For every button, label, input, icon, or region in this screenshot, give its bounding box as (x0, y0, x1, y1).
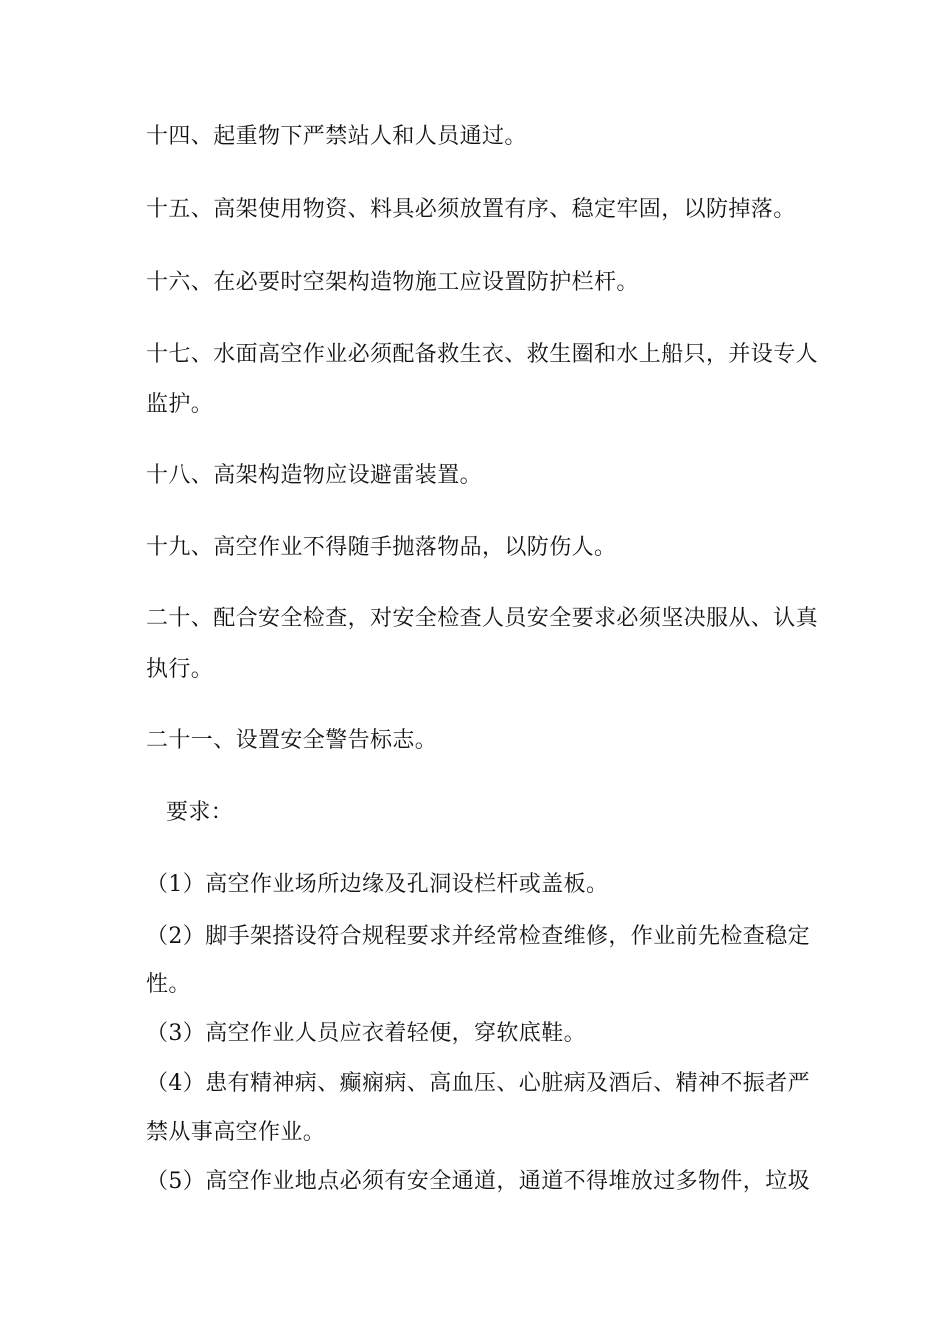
rule-21: 二十一、设置安全警告标志。 (146, 728, 438, 753)
rule-20-line-1: 二十、配合安全检查，对安全检查人员安全要求必须坚决服从、认真 (146, 606, 819, 631)
requirement-2-line-1: （2）脚手架搭设符合规程要求并经常检查维修，作业前先检查稳定 (146, 924, 810, 949)
requirement-3: （3）高空作业人员应衣着轻便，穿软底鞋。 (146, 1021, 586, 1046)
rule-18: 十八、高架构造物应设避雷装置。 (146, 463, 483, 488)
rule-14: 十四、起重物下严禁站人和人员通过。 (146, 124, 527, 149)
rule-15: 十五、高架使用物资、料具必须放置有序、稳定牢固，以防掉落。 (146, 197, 796, 222)
rule-19: 十九、高空作业不得随手抛落物品，以防伤人。 (146, 535, 617, 560)
rule-17-line-1: 十七、水面高空作业必须配备救生衣、救生圈和水上船只，并设专人 (146, 342, 819, 367)
requirement-4-line-1: （4）患有精神病、癫痫病、高血压、心脏病及酒后、精神不振者严 (146, 1071, 810, 1096)
rule-16: 十六、在必要时空架构造物施工应设置防护栏杆。 (146, 270, 639, 295)
requirement-4-line-2: 禁从事高空作业。 (146, 1120, 326, 1145)
requirements-heading: 要求： (166, 800, 234, 825)
requirement-5-line-1: （5）高空作业地点必须有安全通道，通道不得堆放过多物件，垃圾 (146, 1169, 810, 1194)
requirement-1: （1）高空作业场所边缘及孔洞设栏杆或盖板。 (146, 872, 609, 897)
rule-20-line-2: 执行。 (146, 657, 214, 682)
requirement-2-line-2: 性。 (146, 972, 191, 997)
rule-17-line-2: 监护。 (146, 392, 214, 417)
